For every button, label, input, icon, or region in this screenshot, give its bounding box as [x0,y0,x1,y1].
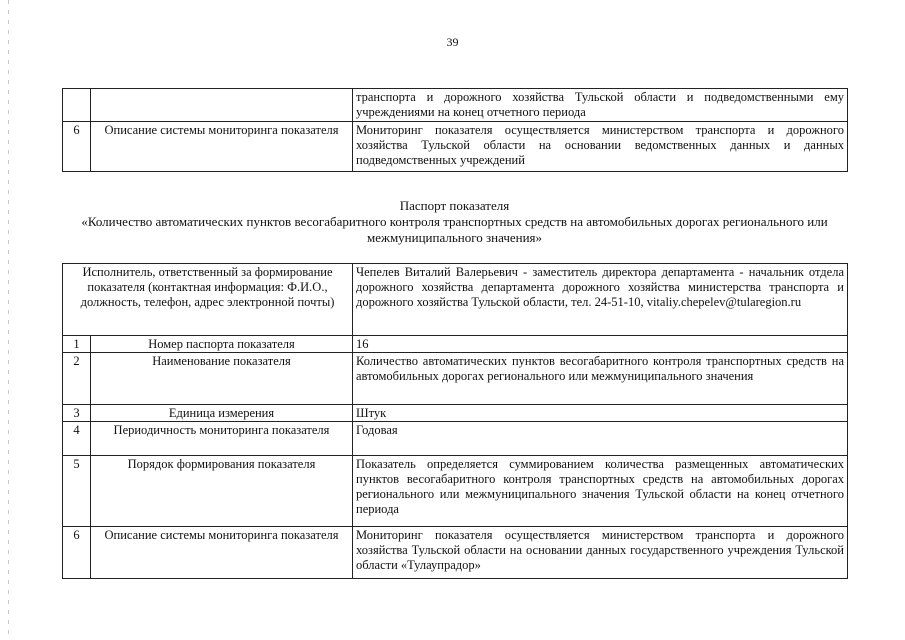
table-row [63,353,848,405]
table-row [63,405,848,422]
row-value: Количество автоматических пунктов весогабаритного контроля транспортных средств на автомобильных дорогах регионального или межмуниципального значения [353,353,848,405]
continuation-table [62,88,848,172]
table-row [63,122,848,172]
row-number: 1 [63,336,91,353]
passport-heading: Паспорт показателя [399,198,510,213]
table-row [63,336,848,353]
row-name: Описание системы мониторинга показателя [91,122,353,172]
row-name [91,89,353,122]
row-name: Периодичность мониторинга показателя [91,422,353,456]
row-value: Годовая [353,422,848,456]
table-row [63,527,848,579]
row-number [63,89,91,122]
scan-edge-marks [8,0,9,640]
passport-table [62,263,848,579]
row-value: Показатель определяется суммированием количества размещенных автоматических пунктов весогабаритного контроля транспортных средств на автомобильных дорогах регионального или межмуниципального значения Тульской области на конец отчетного периода [353,456,848,527]
row-number: 6 [63,527,91,579]
table-row [63,89,848,122]
row-value: транспорта и дорожного хозяйства Тульской области и подведомственными ему учреждениями на конец отчетного периода [353,89,848,122]
row-name: Номер паспорта показателя [91,336,353,353]
row-value: 16 [353,336,848,353]
row-name: Порядок формирования показателя [91,456,353,527]
row-value: Мониторинг показателя осуществляется министерством транспорта и дорожного хозяйства Тульской области на основании ведомственных данных и данных подведомственных учреждений [353,122,848,172]
row-number: 3 [63,405,91,422]
executor-label: Исполнитель, ответственный за формирование показателя (контактная информация: Ф.И.О., должность, телефон, адрес электронной почты) [63,264,353,336]
row-number: 5 [63,456,91,527]
table-row [63,422,848,456]
executor-value: Чепелев Виталий Валерьевич - заместитель директора департамента - начальник отдела дорожного хозяйства департамента дорожного хозяйства министерства транспорта и дорожного хозяйства Тульской области, тел. 24-51-10, vitaliy.chepelev@tularegion.ru [353,264,848,336]
passport-title: «Количество автоматических пунктов весогабаритного контроля транспортных средств на автомобильных дорогах регионального или межмуниципального значения» [81,214,828,245]
row-number: 6 [63,122,91,172]
table-row [63,456,848,527]
page-number: 39 [446,35,459,49]
row-number: 2 [63,353,91,405]
row-number: 4 [63,422,91,456]
table-row-executor [63,264,848,336]
row-value: Штук [353,405,848,422]
row-name: Наименование показателя [91,353,353,405]
row-name: Единица измерения [91,405,353,422]
row-value: Мониторинг показателя осуществляется министерством транспорта и дорожного хозяйства Тульской области на основании данных государственного учреждения Тульской области «Тулаупрадор» [353,527,848,579]
row-name: Описание системы мониторинга показателя [91,527,353,579]
